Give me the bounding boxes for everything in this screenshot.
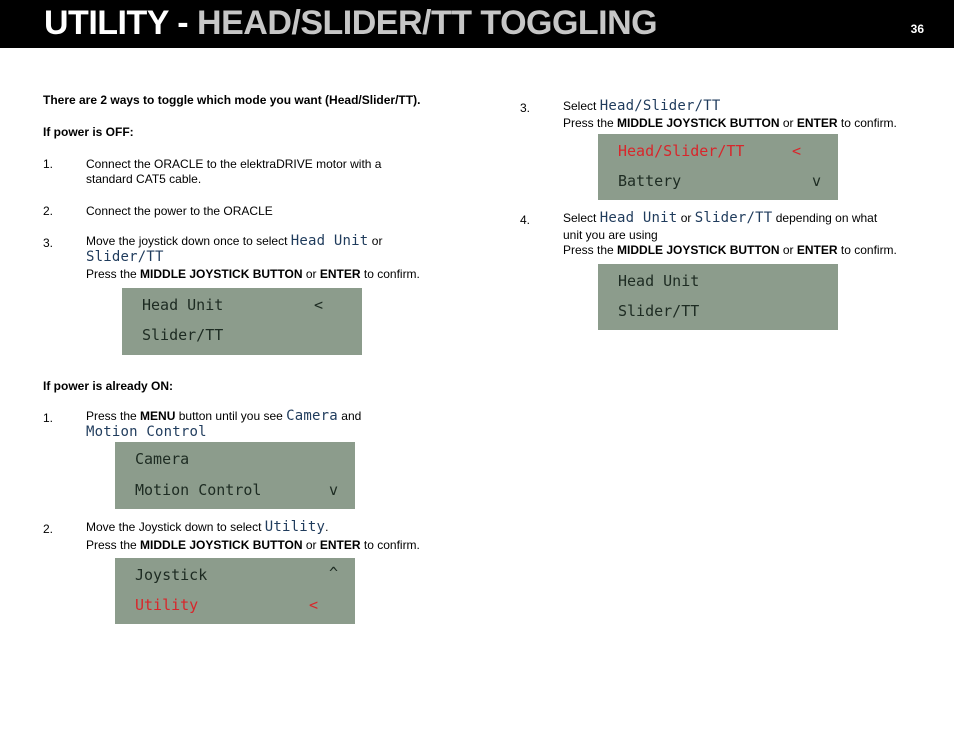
- lcd-line: Camera: [135, 450, 190, 468]
- selection-cursor-icon: <: [309, 596, 319, 614]
- confirm-instruction: Press the MIDDLE JOYSTICK BUTTON or ENTER to confirm.: [86, 267, 420, 281]
- scroll-down-icon: v: [329, 481, 339, 499]
- lcd-inline-label: Utility: [264, 519, 326, 535]
- title-accent: HEAD/SLIDER/TT TOGGLING: [197, 4, 658, 42]
- lcd-line-selected: Head/Slider/TT: [618, 142, 745, 160]
- confirm-instruction: Press the MIDDLE JOYSTICK BUTTON or ENTER to confirm.: [563, 116, 897, 130]
- scroll-down-icon: v: [812, 172, 822, 190]
- page-number: 36: [910, 22, 924, 36]
- lcd-line: Battery: [618, 172, 682, 190]
- step-text: Select Head/Slider/TT: [563, 98, 721, 114]
- step-text: Move the Joystick down to select Utility.: [86, 519, 329, 535]
- step-text: [86, 250, 164, 265]
- lcd-screen: [115, 558, 355, 624]
- power-on-heading: If power is already ON:: [43, 379, 174, 393]
- intro-text: There are 2 ways to toggle which mode you want (Head/Slider/TT).: [43, 93, 421, 107]
- page-title: [44, 2, 657, 44]
- lcd-screen: [598, 134, 838, 200]
- scroll-up-icon: ^: [329, 564, 339, 582]
- lcd-line: Joystick: [135, 566, 208, 584]
- step-text: Press the MENU button until you see Camera and: [86, 408, 362, 424]
- step-text: unit you are using: [563, 228, 658, 242]
- step-text: [86, 425, 207, 440]
- lcd-screen: [122, 288, 362, 355]
- selection-cursor-icon: <: [792, 142, 802, 160]
- lcd-line: Slider/TT: [142, 326, 224, 344]
- lcd-line-selected: Utility: [135, 596, 199, 614]
- power-off-heading: If power is OFF:: [43, 125, 134, 139]
- selection-cursor-icon: <: [314, 296, 324, 314]
- page-header: [0, 0, 954, 48]
- lcd-screen: [598, 264, 838, 330]
- step-number: 3.: [520, 101, 531, 115]
- lcd-inline-label: Head Unit: [599, 210, 678, 226]
- lcd-inline-label: Motion Control: [86, 424, 207, 440]
- lcd-line: Motion Control: [135, 481, 262, 499]
- lcd-inline-label: Head/Slider/TT: [599, 98, 721, 114]
- step-number: 4.: [520, 213, 531, 227]
- lcd-line: Slider/TT: [618, 302, 700, 320]
- step-number: 1.: [43, 411, 54, 425]
- confirm-instruction: Press the MIDDLE JOYSTICK BUTTON or ENTER to confirm.: [563, 243, 897, 257]
- lcd-line: Head Unit: [618, 272, 700, 290]
- step-number: 3.: [43, 236, 54, 250]
- lcd-inline-label: Camera: [286, 408, 338, 424]
- step-number: 2.: [43, 204, 54, 218]
- lcd-screen: [115, 442, 355, 509]
- step-number: 1.: [43, 157, 54, 171]
- step-number: 2.: [43, 522, 54, 536]
- step-text: Select Head Unit or Slider/TT depending on what: [563, 210, 878, 226]
- lcd-line: Head Unit: [142, 296, 224, 314]
- lcd-inline-label: Slider/TT: [86, 249, 164, 265]
- confirm-instruction: Press the MIDDLE JOYSTICK BUTTON or ENTER to confirm.: [86, 538, 420, 552]
- title-prefix: UTILITY -: [44, 4, 198, 42]
- lcd-inline-label: Head Unit: [290, 233, 369, 249]
- step-text: Connect the ORACLE to the elektraDRIVE motor with a: [86, 157, 382, 171]
- step-text: Connect the power to the ORACLE: [86, 204, 273, 218]
- lcd-inline-label: Slider/TT: [694, 210, 773, 226]
- step-text: standard CAT5 cable.: [86, 172, 202, 186]
- step-text: Move the joystick down once to select Head Unit or: [86, 233, 383, 249]
